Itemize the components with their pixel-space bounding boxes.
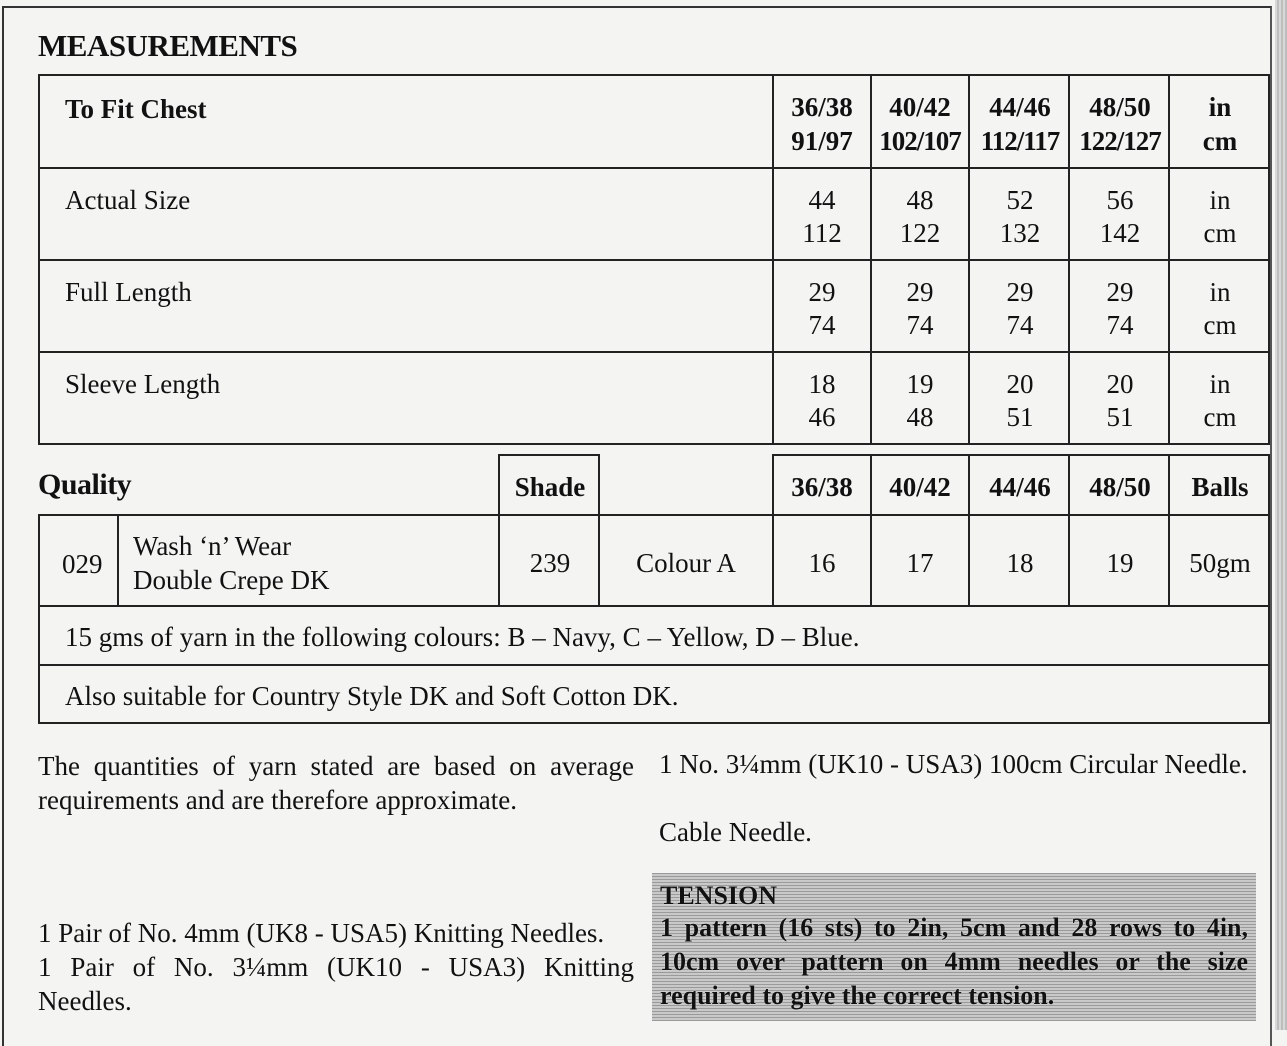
shade-cell xyxy=(498,514,600,607)
yarn-name-line1: Wash ‘n’ Wear xyxy=(133,531,292,561)
size-cell xyxy=(870,74,970,169)
to-fit-chest-label: To Fit Chest xyxy=(65,94,207,124)
value-cell xyxy=(870,259,970,353)
size-in: 44/46 xyxy=(989,92,1051,122)
size-cell xyxy=(1068,74,1170,169)
extra-colours-text: 15 gms of yarn in the following colours: B – Navy, C – Yellow, D – Blue. xyxy=(65,622,860,652)
value-cell xyxy=(968,351,1070,445)
quantity-value: 18 xyxy=(1006,548,1034,578)
measurements-heading: MEASUREMENTS xyxy=(38,28,298,63)
yarn-code: 029 xyxy=(62,549,103,579)
quantities-note: The quantities of yarn stated are based on average requirements and are therefore approximate. xyxy=(38,751,634,815)
size-header: 48/50 xyxy=(1089,472,1151,502)
value-cell xyxy=(1068,259,1170,353)
value-cm: 74 xyxy=(808,310,836,340)
value-cell xyxy=(772,351,872,445)
value-in: 29 xyxy=(1006,277,1034,307)
header-label-cell xyxy=(38,74,774,169)
size-cell xyxy=(772,74,872,169)
value-cell xyxy=(870,167,970,261)
tension-text: 1 pattern (16 sts) to 2in, 5cm and 28 rows to 4in, 10cm over pattern on 4mm needles or the size required to give the correct tension. xyxy=(660,913,1248,1010)
value-cm: 122 xyxy=(899,218,941,248)
size-cell xyxy=(968,74,1070,169)
size-in: 40/42 xyxy=(889,92,951,122)
value-cm: 51 xyxy=(1006,402,1034,432)
quantity-value: 16 xyxy=(808,548,836,578)
unit-cm: cm xyxy=(1203,218,1237,248)
tension-box xyxy=(652,873,1256,1021)
shade-header-cell xyxy=(498,454,600,516)
size-header: 40/42 xyxy=(889,472,951,502)
value-cell xyxy=(772,167,872,261)
colour-label: Colour A xyxy=(636,548,736,578)
value-in: 44 xyxy=(808,185,836,215)
actual-size-label: Actual Size xyxy=(65,185,191,215)
shade-value: 239 xyxy=(529,548,571,578)
unit-cell xyxy=(1168,167,1270,261)
unit-cm: cm xyxy=(1202,126,1238,156)
unit-cell xyxy=(1168,74,1270,169)
value-cm: 74 xyxy=(1106,310,1134,340)
size-cm: 102/107 xyxy=(879,126,961,156)
needles-3-25mm-note: 1 Pair of No. 3¼mm (UK10 - USA3) Knitting Needles. xyxy=(38,952,634,1016)
unit-cell xyxy=(1168,351,1270,445)
sleeve-length-label: Sleeve Length xyxy=(65,369,221,399)
unit-cell xyxy=(1168,259,1270,353)
colour-cell xyxy=(598,514,774,607)
yarn-name-line2: Double Crepe DK xyxy=(133,565,330,595)
unit-cm: cm xyxy=(1203,402,1237,432)
value-in: 29 xyxy=(808,277,836,307)
ball-weight-cell xyxy=(1168,514,1270,607)
row-label-cell xyxy=(38,259,774,353)
balls-header-cell xyxy=(1168,454,1270,516)
size-header-cell xyxy=(1068,454,1170,516)
ball-weight: 50gm xyxy=(1189,548,1251,578)
row-label-cell xyxy=(38,351,774,445)
value-in: 29 xyxy=(1106,277,1134,307)
value-cm: 142 xyxy=(1099,218,1141,248)
size-in: 36/38 xyxy=(791,92,853,122)
quantity-cell xyxy=(968,514,1070,607)
value-cm: 74 xyxy=(1006,310,1034,340)
size-in: 48/50 xyxy=(1089,92,1151,122)
circular-needle-note: 1 No. 3¼mm (UK10 - USA3) 100cm Circular Needle. xyxy=(659,749,1248,779)
also-suitable-text: Also suitable for Country Style DK and Soft Cotton DK. xyxy=(65,681,679,711)
value-in: 19 xyxy=(906,369,934,399)
needles-4mm-note: 1 Pair of No. 4mm (UK8 - USA5) Knitting Needles. xyxy=(38,918,605,948)
unit-in: in xyxy=(1209,185,1231,215)
value-in: 56 xyxy=(1106,185,1134,215)
value-cell xyxy=(968,167,1070,261)
value-cm: 132 xyxy=(999,218,1041,248)
balls-header: Balls xyxy=(1191,472,1249,502)
row-label-cell xyxy=(38,167,774,261)
value-cm: 74 xyxy=(906,310,934,340)
value-cell xyxy=(772,259,872,353)
value-cell xyxy=(968,259,1070,353)
yarn-code-cell xyxy=(38,514,119,607)
value-cm: 51 xyxy=(1106,402,1134,432)
quantity-value: 19 xyxy=(1106,548,1134,578)
shade-header: Shade xyxy=(514,472,586,502)
full-length-label: Full Length xyxy=(65,277,192,307)
size-header-cell xyxy=(772,454,872,516)
size-header-cell xyxy=(870,454,970,516)
value-cm: 112 xyxy=(802,218,842,248)
value-in: 20 xyxy=(1106,369,1134,399)
value-cell xyxy=(1068,351,1170,445)
quantity-cell xyxy=(870,514,970,607)
value-in: 52 xyxy=(1006,185,1034,215)
cable-needle-note: Cable Needle. xyxy=(659,817,812,847)
scan-edge xyxy=(1275,0,1287,1030)
value-cm: 48 xyxy=(906,402,934,432)
value-in: 20 xyxy=(1006,369,1034,399)
value-cell xyxy=(1068,167,1170,261)
value-cm: 46 xyxy=(808,402,836,432)
size-header: 36/38 xyxy=(791,472,853,502)
value-in: 29 xyxy=(906,277,934,307)
unit-cm: cm xyxy=(1203,310,1237,340)
tension-title: TENSION xyxy=(660,881,778,910)
yarn-name-cell xyxy=(117,514,500,607)
quantity-cell xyxy=(772,514,872,607)
value-in: 18 xyxy=(808,369,836,399)
size-cm: 91/97 xyxy=(791,126,853,156)
value-in: 48 xyxy=(906,185,934,215)
also-suitable-cell xyxy=(38,664,1270,724)
quality-heading: Quality xyxy=(38,468,132,501)
unit-in: in xyxy=(1209,369,1231,399)
size-cm: 112/117 xyxy=(980,126,1060,156)
size-header-cell xyxy=(968,454,1070,516)
unit-in: in xyxy=(1208,92,1232,122)
value-cell xyxy=(870,351,970,445)
extra-colours-cell xyxy=(38,605,1270,666)
quantity-cell xyxy=(1068,514,1170,607)
size-cm: 122/127 xyxy=(1079,126,1161,156)
unit-in: in xyxy=(1209,277,1231,307)
size-header: 44/46 xyxy=(989,472,1051,502)
quantity-value: 17 xyxy=(906,548,934,578)
